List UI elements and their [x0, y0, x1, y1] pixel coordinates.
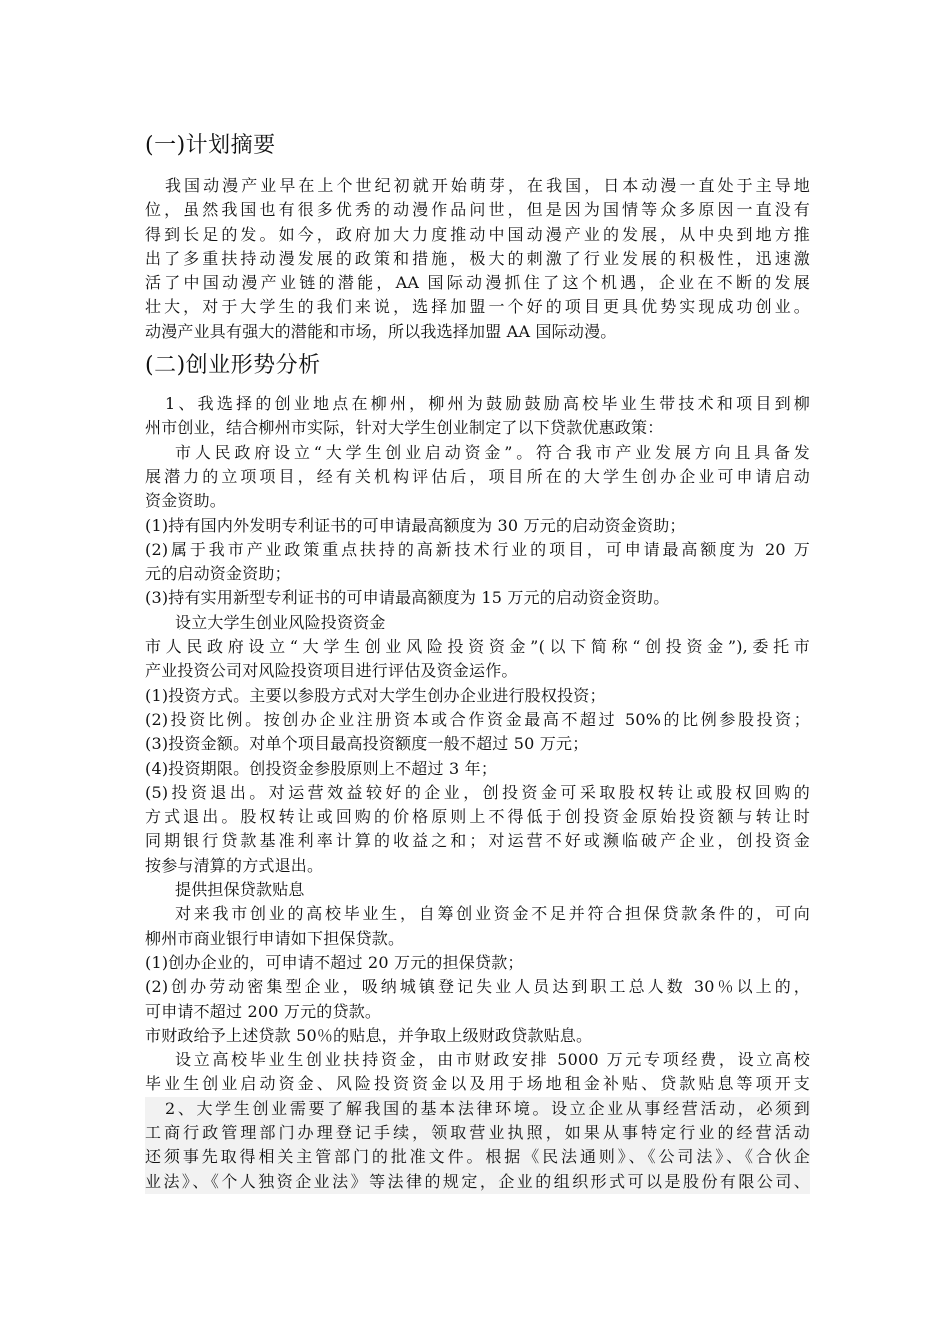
section-2-heading-wrap [145, 350, 810, 390]
section-2-line-highlighted: 2、大学生创业需要了解我国的基本法律环境。设立企业从事经营活动，必须到 [145, 1097, 810, 1121]
section-2-line: (2)属于我市产业政策重点扶持的高新技术行业的项目，可申请最高额度为 20 万 [145, 539, 810, 559]
section-2-line: 市人民政府设立“大学生创业启动资金”。符合我市产业发展方向且具备发 [175, 442, 810, 462]
section-2-line-highlighted: 还须事先取得相关主管部门的批准文件。根据《民法通则》、《公司法》、《合伙企 [145, 1145, 810, 1169]
section-2-line: 产业投资公司对风险投资项目进行评估及资金运作。 [145, 661, 518, 681]
section-2-line: 元的启动资金资助； [145, 564, 291, 584]
section-1-heading-wrap [145, 130, 810, 174]
section-1-line: 动漫产业具有强大的潜能和市场，所以我选择加盟 AA 国际动漫。 [145, 321, 617, 341]
section-2-line-highlighted: 业法》、《个人独资企业法》等法律的规定，企业的组织形式可以是股份有限公司、 [145, 1170, 810, 1194]
section-2-line: (4)投资期限。创投资金参股原则上不超过 3 年； [145, 758, 498, 778]
section-2-line: (1)创办企业的，可申请不超过 20 万元的担保贷款； [145, 952, 524, 972]
section-2-heading: (二)创业形势分析 [145, 353, 321, 379]
section-2-subheading: 设立大学生创业风险投资资金 [175, 612, 386, 632]
section-2-line: (3)持有实用新型专利证书的可申请最高额度为 15 万元的启动资金资助。 [145, 588, 670, 608]
section-2-line: (1)投资方式。主要以参股方式对大学生创办企业进行股权投资； [145, 685, 606, 705]
document-page [145, 130, 810, 1194]
section-2-body [145, 392, 810, 1194]
section-1-line: 出了多重扶持动漫发展的政策和措施，极大的刺激了行业发展的积极性，迅速激 [145, 248, 810, 268]
section-2-line: 设立高校毕业生创业扶持资金，由市财政安排 5000 万元专项经费，设立高校 [175, 1050, 810, 1070]
section-2-line: (1)持有国内外发明专利证书的可申请最高额度为 30 万元的启动资金资助； [145, 515, 686, 535]
section-2-line: 同期银行贷款基准利率计算的收益之和；对运营不好或濒临破产企业，创投资金 [145, 831, 810, 851]
section-2-subheading: 提供担保贷款贴息 [175, 880, 305, 900]
section-2-line: 展潜力的立项项目，经有关机构评估后，项目所在的大学生创办企业可申请启动 [145, 466, 810, 486]
section-1-line: 得到长足的发。如今，政府加大力度推动中国动漫产业的发展，从中央到地方推 [145, 224, 810, 244]
section-2-line: 柳州市商业银行申请如下担保贷款。 [145, 928, 405, 948]
section-2-line: 州市创业，结合柳州市实际，针对大学生创业制定了以下贷款优惠政策： [145, 418, 664, 438]
section-2-line: 1、我选择的创业地点在柳州，柳州为鼓励鼓励高校毕业生带技术和项目到柳 [165, 394, 810, 414]
section-2-line: (3)投资金额。对单个项目最高投资额度一般不超过 50 万元； [145, 734, 589, 754]
section-2-line: 方式退出。股权转让或回购的价格原则上不得低于创投资金原始投资额与转让时 [145, 807, 810, 827]
section-2-line: 资金资助。 [145, 491, 227, 511]
section-2-line: 按参与清算的方式退出。 [145, 855, 324, 875]
section-2-line: (5)投资退出。对运营效益较好的企业，创投资金可采取股权转让或股权回购的 [145, 782, 810, 802]
section-1-line: 位，虽然我国也有很多优秀的动漫作品问世，但是因为国情等众多原因一直没有 [145, 200, 810, 220]
section-1-heading: (一)计划摘要 [145, 133, 276, 158]
section-2-line: 市财政给予上述贷款 50％的贴息，并争取上级财政贷款贴息。 [145, 1025, 593, 1045]
section-2-line: 毕业生创业启动资金、风险投资资金以及用于场地租金补贴、贷款贴息等项开支 [145, 1074, 810, 1094]
section-2-line: (2)投资比例。按创办企业注册资本或合作资金最高不超过 50%的比例参股投资； [145, 709, 810, 729]
section-1-body [145, 174, 810, 344]
section-1-line: 我国动漫产业早在上个世纪初就开始萌芽，在我国，日本动漫一直处于主导地 [165, 176, 810, 195]
section-2-line: 市人民政府设立“大学生创业风险投资资金”(以下简称“创投资金”),委托市 [145, 637, 810, 657]
section-2-line: (2)创办劳动密集型企业，吸纳城镇登记失业人员达到职工总人数 30％以上的， [145, 977, 810, 997]
section-1-line: 活了中国动漫产业链的潜能，AA 国际动漫抓住了这个机遇，企业在不断的发展 [145, 273, 810, 293]
section-2-line: 可申请不超过 200 万元的贷款。 [145, 1001, 382, 1021]
section-2-line: 对来我市创业的高校毕业生，自筹创业资金不足并符合担保贷款条件的，可向 [175, 904, 810, 924]
section-2-line-highlighted: 工商行政管理部门办理登记手续，领取营业执照，如果从事特定行业的经营活动 [145, 1121, 810, 1145]
section-1-line: 壮大，对于大学生的我们来说，选择加盟一个好的项目更具优势实现成功创业。 [145, 297, 810, 317]
